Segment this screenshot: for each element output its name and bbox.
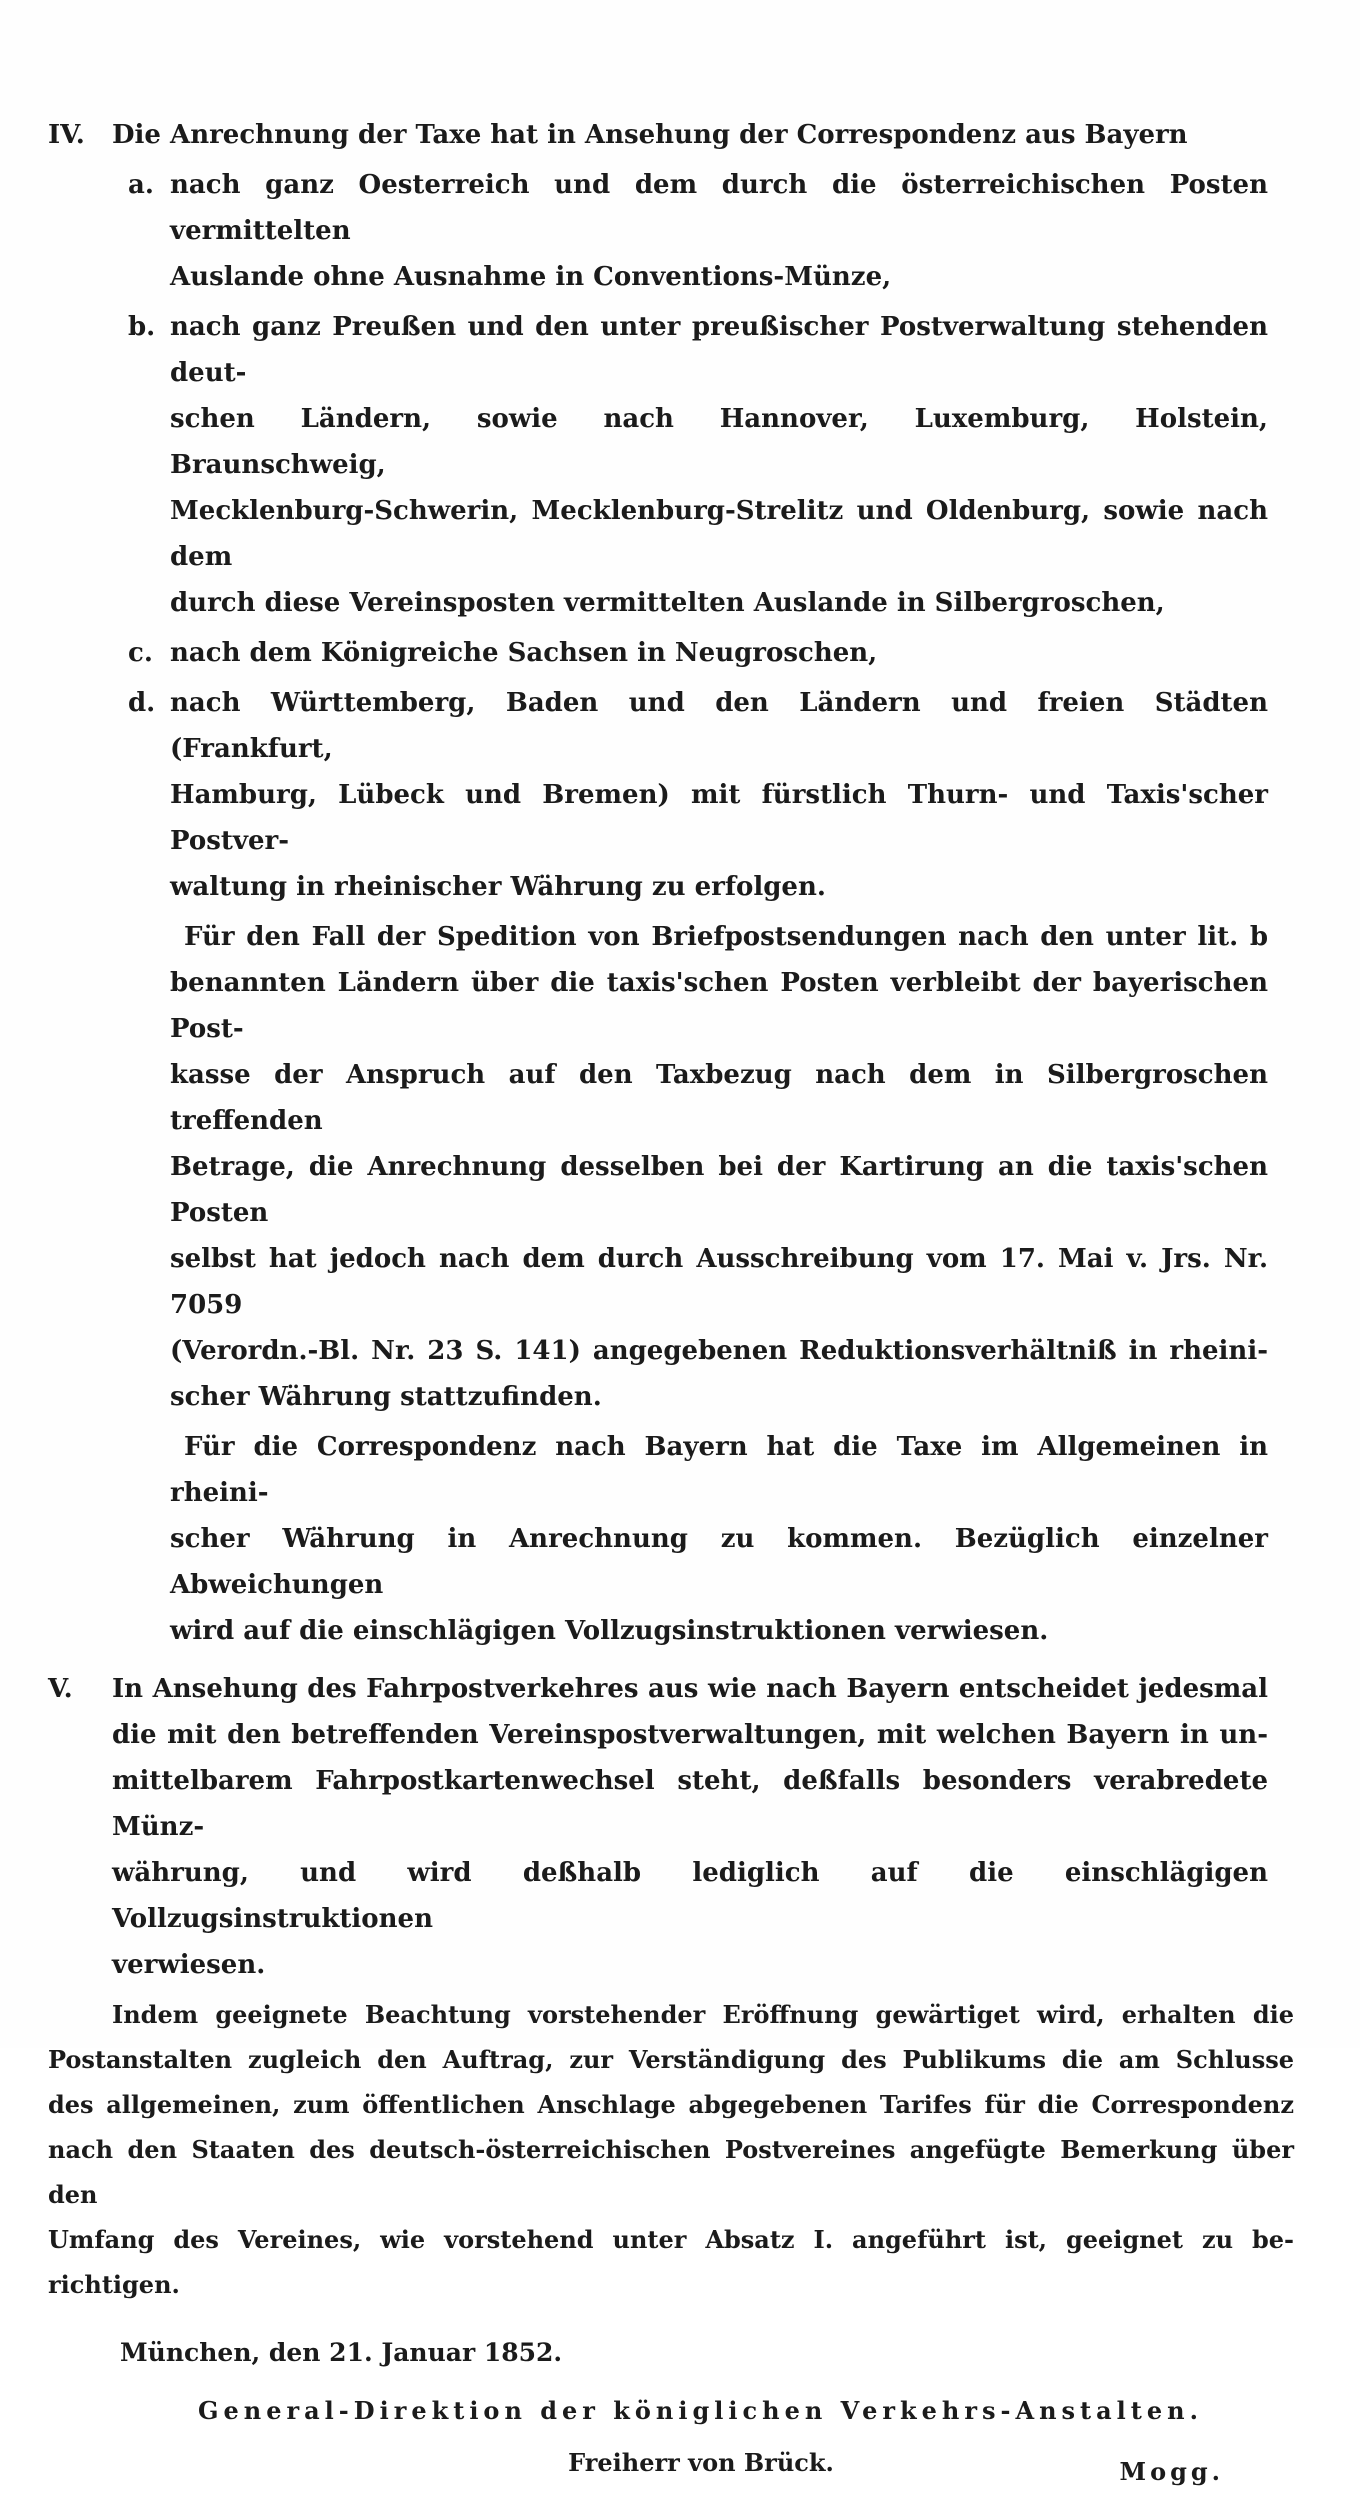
section-V xyxy=(48,1666,1268,1988)
text-line: Mecklenburg-Schwerin, Mecklenburg-Strelitz und Oldenburg, sowie nach dem xyxy=(170,496,1268,572)
item-marker: IV. xyxy=(48,120,85,150)
section-b xyxy=(128,304,1268,626)
item-marker: b. xyxy=(128,312,156,342)
text-line: währung, und wird deßhalb lediglich auf die einschlägigen Vollzugsinstruktionen xyxy=(112,1858,1268,1934)
body-text xyxy=(48,112,1294,2307)
paragraph-8 xyxy=(48,1992,1294,2307)
text-line: nach ganz Preußen und den unter preußischer Postverwaltung stehenden deut- xyxy=(170,312,1268,388)
text-line: Umfang des Vereines, wie vorstehend unter Absatz I. angeführt ist, geeignet zu be- xyxy=(48,2225,1294,2254)
text-line: scher Währung in Anrechnung zu kommen. Bezüglich einzelner Abweichungen xyxy=(170,1524,1268,1600)
text-line: In Ansehung des Fahrpostverkehres aus wie nach Bayern entscheidet jedesmal xyxy=(112,1674,1268,1704)
text-line: Für den Fall der Spedition von Briefpostsendungen nach den unter lit. b xyxy=(184,922,1268,952)
text-line: waltung in rheinischer Währung zu erfolgen. xyxy=(170,872,826,902)
signature-organization: General-Direktion der königlichen Verkehrs-Anstalten. xyxy=(198,2396,1203,2425)
text-line: des allgemeinen, zum öffentlichen Anschlage abgegebenen Tarifes für die Correspondenz xyxy=(48,2090,1294,2119)
item-marker: V. xyxy=(48,1674,73,1704)
item-body xyxy=(112,112,1268,158)
text-line: nach den Staaten des deutsch-österreichischen Postvereines angefügte Bemerkung über den xyxy=(48,2135,1294,2209)
section-d xyxy=(128,680,1268,910)
text-line: verwiesen. xyxy=(112,1950,266,1980)
text-line: nach dem Königreiche Sachsen in Neugroschen, xyxy=(170,638,878,668)
item-body xyxy=(170,1424,1268,1654)
text-line: mittelbarem Fahrpostkartenwechsel steht, deßfalls besonders verabredete Münz- xyxy=(112,1766,1268,1842)
section-a xyxy=(128,162,1268,300)
text-line: nach ganz Oesterreich und dem durch die österreichischen Posten vermittelten xyxy=(170,170,1268,246)
text-line: schen Ländern, sowie nach Hannover, Luxemburg, Holstein, Braunschweig, xyxy=(170,404,1268,480)
item-body xyxy=(48,1992,1294,2307)
item-body xyxy=(170,630,1268,676)
item-marker: a. xyxy=(128,170,154,200)
countersignature: Mogg. xyxy=(1119,2457,1224,2486)
item-body xyxy=(170,162,1268,300)
text-line: richtigen. xyxy=(48,2270,180,2299)
text-line: benannten Ländern über die taxis'schen Posten verbleibt der bayerischen Post- xyxy=(170,968,1268,1044)
item-marker: d. xyxy=(128,688,156,718)
page-content xyxy=(48,112,1294,2511)
text-line: wird auf die einschlägigen Vollzugsinstruktionen verwiesen. xyxy=(170,1616,1049,1646)
text-line: Indem geeignete Beachtung vorstehender Eröffnung gewärtiget wird, erhalten die xyxy=(112,2000,1294,2029)
item-marker: c. xyxy=(128,638,153,668)
text-line: Für die Correspondenz nach Bayern hat die Taxe im Allgemeinen in rheini- xyxy=(170,1432,1268,1508)
item-body xyxy=(170,680,1268,910)
text-line: (Verordn.-Bl. Nr. 23 S. 141) angegebenen Reduktionsverhältniß in rheini- xyxy=(170,1336,1268,1366)
text-line: scher Währung stattzufinden. xyxy=(170,1382,602,1412)
signature-row xyxy=(48,2441,1294,2511)
dateline: München, den 21. Januar 1852. xyxy=(120,2338,563,2367)
text-line: kasse der Anspruch auf den Taxbezug nach dem in Silbergroschen treffenden xyxy=(170,1060,1268,1136)
text-line: durch diese Vereinsposten vermittelten Auslande in Silbergroschen, xyxy=(170,588,1165,618)
text-line: nach Württemberg, Baden und den Ländern und freien Städten (Frankfurt, xyxy=(170,688,1268,764)
text-line: Postanstalten zugleich den Auftrag, zur Verständigung des Publikums die am Schlusse xyxy=(48,2045,1294,2074)
text-line: Hamburg, Lübeck und Bremen) mit fürstlich Thurn- und Taxis'scher Postver- xyxy=(170,780,1268,856)
text-line: die mit den betreffenden Vereinspostverwaltungen, mit welchen Bayern in un- xyxy=(112,1720,1268,1750)
section-c xyxy=(128,630,1268,676)
text-line: selbst hat jedoch nach dem durch Ausschreibung vom 17. Mai v. Jrs. Nr. 7059 xyxy=(170,1244,1268,1320)
signature-name: Freiherr von Brück. xyxy=(568,2448,834,2477)
text-line: Die Anrechnung der Taxe hat in Ansehung der Correspondenz aus Bayern xyxy=(112,120,1188,150)
item-body xyxy=(112,1666,1268,1988)
item-body xyxy=(170,914,1268,1420)
section-IV xyxy=(48,112,1268,158)
paragraph-5 xyxy=(170,914,1268,1420)
text-line: Auslande ohne Ausnahme in Conventions-Münze, xyxy=(170,262,892,292)
text-line: Betrage, die Anrechnung desselben bei der Kartirung an die taxis'schen Posten xyxy=(170,1152,1268,1228)
item-body xyxy=(170,304,1268,626)
paragraph-6 xyxy=(170,1424,1268,1654)
